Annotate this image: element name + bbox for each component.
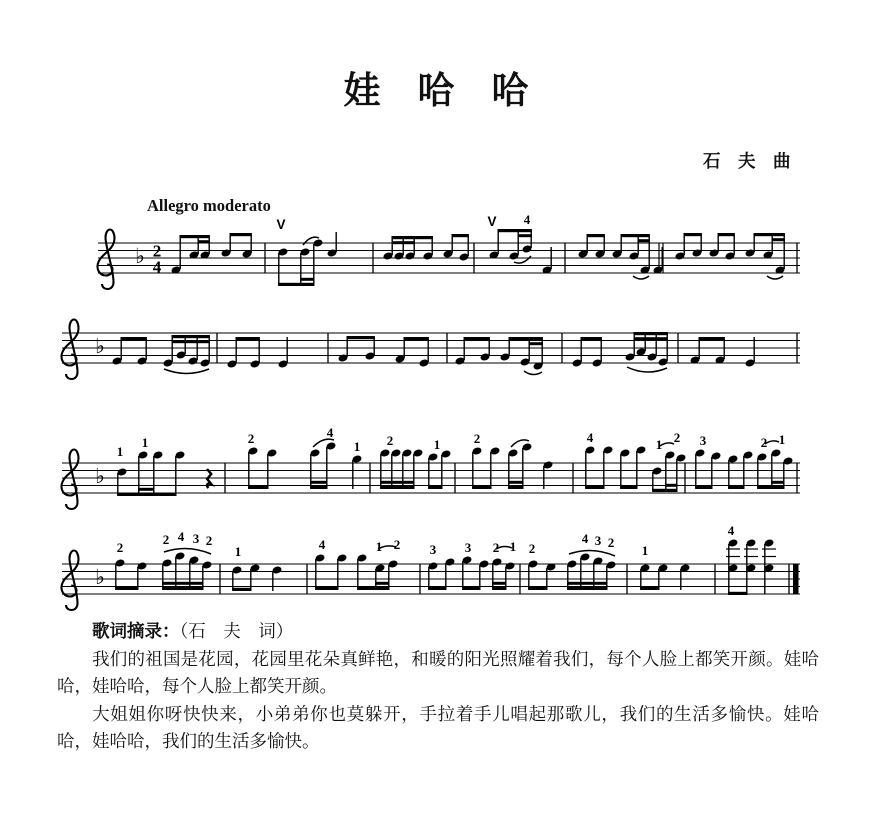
up-bow-icon: V <box>276 217 286 232</box>
staff-1 <box>98 212 801 289</box>
slur-mark <box>164 548 211 554</box>
svg-text:3: 3 <box>464 540 472 555</box>
slur-mark <box>164 369 209 374</box>
svg-text:3: 3 <box>594 533 602 548</box>
svg-text:2: 2 <box>760 435 768 450</box>
svg-text:1: 1 <box>433 437 441 452</box>
svg-text:2: 2 <box>162 532 170 547</box>
svg-text:1: 1 <box>509 539 517 554</box>
lyrics-label: 歌词摘录： <box>92 621 180 641</box>
slur-mark <box>524 371 542 375</box>
svg-text:1: 1 <box>375 539 383 554</box>
page-title: 娃 哈 哈 <box>343 71 529 112</box>
svg-text:1: 1 <box>353 439 361 454</box>
svg-text:2: 2 <box>205 533 213 548</box>
svg-text:2: 2 <box>247 431 255 446</box>
svg-text:4: 4 <box>586 430 594 445</box>
svg-text:4: 4 <box>523 212 531 227</box>
composer-credit: 石 夫 曲 <box>703 151 791 171</box>
svg-text:2: 2 <box>673 430 681 445</box>
lyrics-author: （石 夫 词） <box>179 621 294 641</box>
svg-text:4: 4 <box>581 531 589 546</box>
svg-text:1: 1 <box>116 444 124 459</box>
staff-2 <box>62 320 801 380</box>
svg-text:2: 2 <box>386 433 394 448</box>
svg-text:1: 1 <box>778 432 786 447</box>
svg-text:♭: ♭ <box>135 244 145 268</box>
lyrics-section <box>57 618 819 756</box>
slur-mark <box>767 276 783 279</box>
svg-text:4: 4 <box>727 523 735 538</box>
svg-text:3: 3 <box>699 433 707 448</box>
svg-text:2: 2 <box>473 431 481 446</box>
svg-text:2: 2 <box>492 540 500 555</box>
treble-clef-icon <box>62 551 79 611</box>
svg-text:1: 1 <box>234 544 242 559</box>
staff-3 <box>62 425 801 509</box>
staff-4 <box>62 523 801 610</box>
svg-text:4: 4 <box>326 425 334 440</box>
treble-clef-icon <box>62 450 79 510</box>
svg-text:1: 1 <box>641 543 649 558</box>
svg-text:2: 2 <box>528 541 536 556</box>
treble-clef-icon <box>98 230 115 290</box>
svg-text:4: 4 <box>152 257 162 277</box>
svg-text:2: 2 <box>393 537 401 552</box>
svg-text:2: 2 <box>607 535 615 550</box>
svg-text:3: 3 <box>429 542 437 557</box>
lyrics-heading <box>92 618 819 646</box>
svg-text:♭: ♭ <box>95 464 105 488</box>
up-bow-icon: V <box>487 214 497 229</box>
svg-text:1: 1 <box>141 435 149 450</box>
svg-text:♭: ♭ <box>95 565 105 589</box>
lyrics-paragraph-1: 我们的祖国是花园，花园里花朵真鲜艳，和暖的阳光照耀着我们，每个人脸上都笑开颜。娃哈哈，娃哈哈，每个人脸上都笑开颜。 <box>57 648 819 697</box>
slur-mark <box>569 550 615 556</box>
svg-text:4: 4 <box>318 537 326 552</box>
svg-text:2: 2 <box>116 540 124 555</box>
tempo-marking: Allegro moderato <box>147 196 271 215</box>
svg-text:4: 4 <box>177 529 185 544</box>
svg-text:3: 3 <box>192 531 200 546</box>
slur-mark <box>633 276 649 279</box>
svg-text:♭: ♭ <box>95 334 105 358</box>
lyrics-paragraph-2: 大姐姐你呀快快来，小弟弟你也莫躲开，手拉着手儿唱起那歌儿，我们的生活多愉快。娃哈哈，娃哈哈，我们的生活多愉快。 <box>57 703 819 752</box>
slur-mark <box>627 367 667 372</box>
treble-clef-icon <box>62 320 79 380</box>
svg-text:2: 2 <box>152 241 162 261</box>
svg-text:1: 1 <box>655 437 663 452</box>
